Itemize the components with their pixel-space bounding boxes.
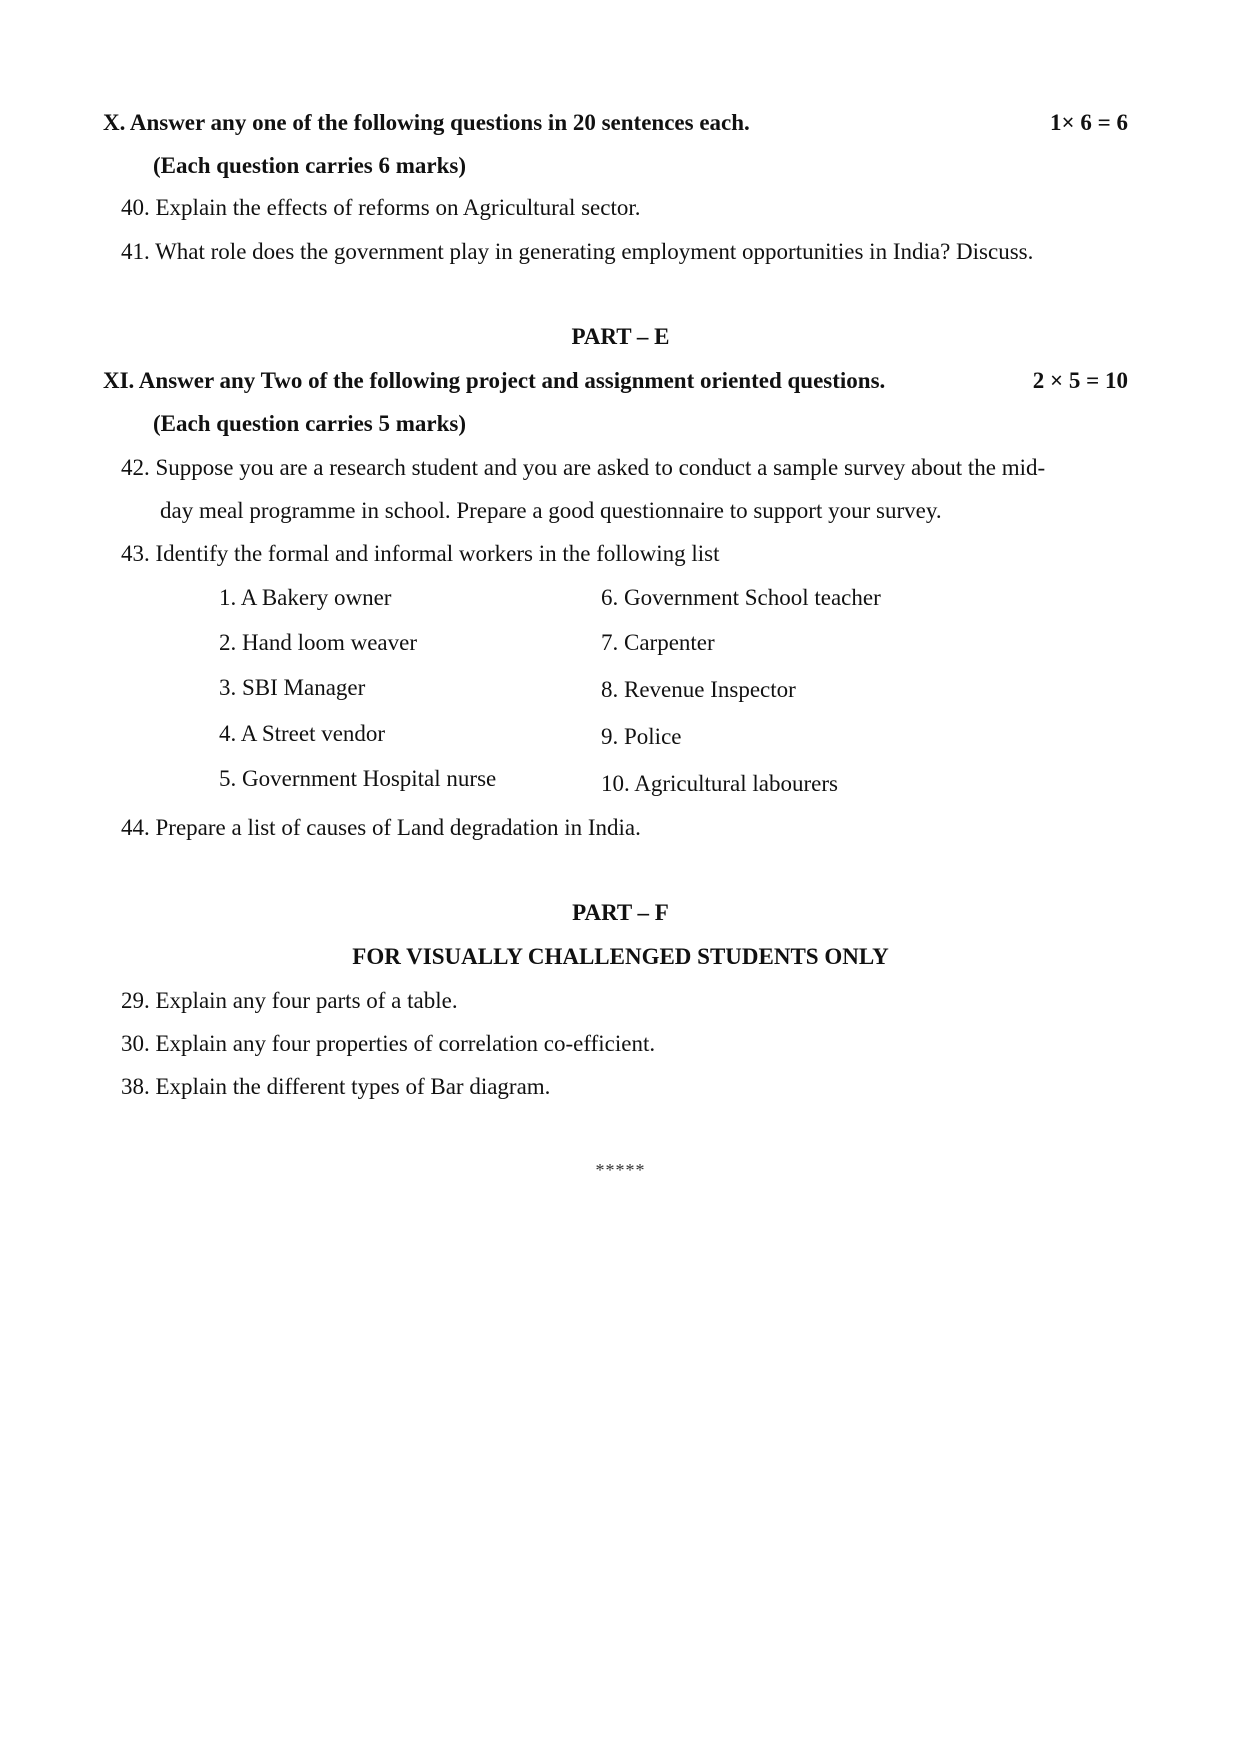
worker-item: 1. A Bakery owner xyxy=(219,585,392,610)
section-xi-heading: XI. Answer any Two of the following project and assignment oriented questions. xyxy=(103,368,886,393)
section-xi-marks: 2 × 5 = 10 xyxy=(1032,368,1128,393)
question-42-line1: 42. Suppose you are a research student and you are asked to conduct a sample survey about the mid- xyxy=(121,455,1046,480)
question-43: 43. Identify the formal and informal workers in the following list xyxy=(121,541,720,566)
question-41: 41. What role does the government play in generating employment opportunities in India? Discuss. xyxy=(121,239,1034,264)
section-x-heading: X. Answer any one of the following questions in 20 sentences each. xyxy=(103,110,750,135)
part-f-title: PART – F xyxy=(572,900,669,925)
question-44: 44. Prepare a list of causes of Land degradation in India. xyxy=(121,815,641,840)
part-f-subtitle: FOR VISUALLY CHALLENGED STUDENTS ONLY xyxy=(352,944,889,969)
question-40: 40. Explain the effects of reforms on Agricultural sector. xyxy=(121,195,641,220)
worker-item: 5. Government Hospital nurse xyxy=(219,766,497,791)
end-mark: ***** xyxy=(595,1160,646,1180)
worker-item: 9. Police xyxy=(601,724,682,749)
section-x-note: (Each question carries 6 marks) xyxy=(153,153,467,178)
worker-item: 4. A Street vendor xyxy=(219,721,386,746)
question-38: 38. Explain the different types of Bar diagram. xyxy=(121,1074,551,1099)
worker-item: 3. SBI Manager xyxy=(219,675,366,700)
part-e-title: PART – E xyxy=(571,324,670,349)
question-42-line2: day meal programme in school. Prepare a good questionnaire to support your survey. xyxy=(160,498,942,523)
question-29: 29. Explain any four parts of a table. xyxy=(121,988,458,1013)
worker-item: 8. Revenue Inspector xyxy=(601,677,796,702)
worker-item: 6. Government School teacher xyxy=(601,585,881,610)
question-30: 30. Explain any four properties of correlation co-efficient. xyxy=(121,1031,656,1056)
worker-item: 7. Carpenter xyxy=(601,630,715,655)
worker-item: 10. Agricultural labourers xyxy=(601,771,838,796)
section-x-marks: 1× 6 = 6 xyxy=(1050,110,1128,135)
section-xi-note: (Each question carries 5 marks) xyxy=(153,411,467,436)
worker-item: 2. Hand loom weaver xyxy=(219,630,417,655)
